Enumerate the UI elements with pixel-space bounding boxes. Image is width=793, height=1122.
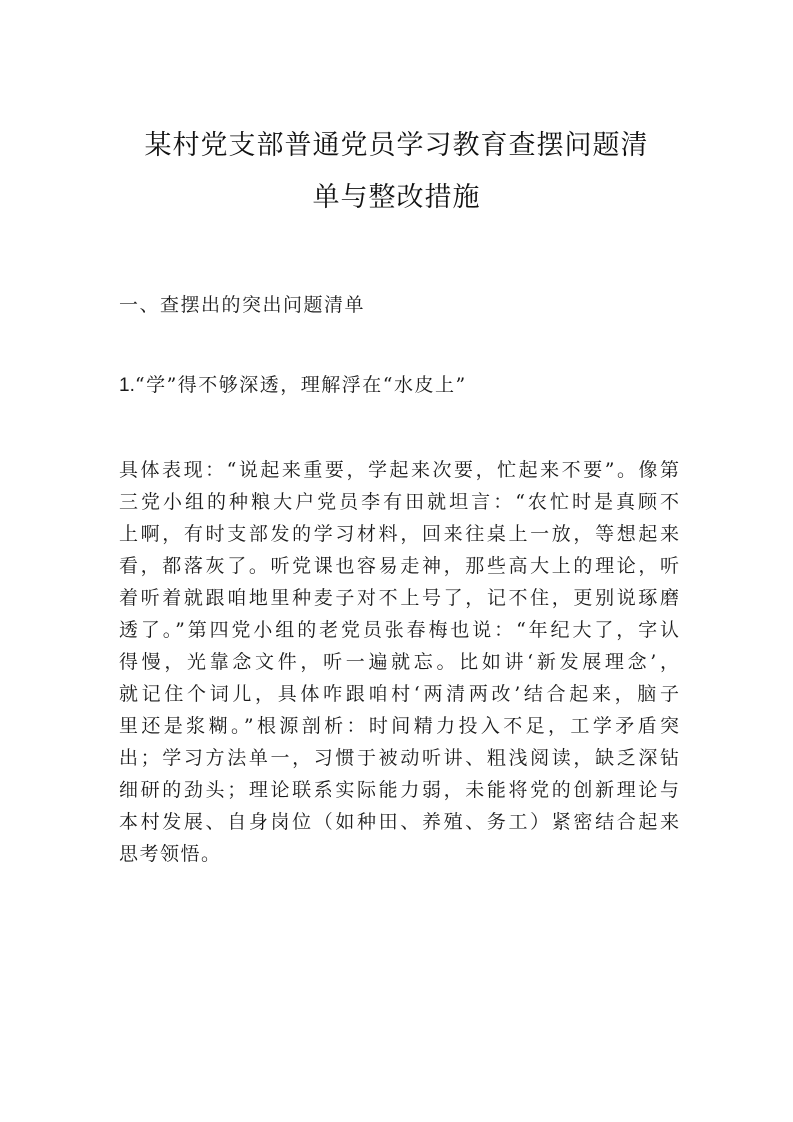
body-line: 着听着就跟咱地里种麦子对不上号了，记不住，更别说琢磨 bbox=[119, 587, 679, 609]
body-line: 就记住个词儿，具体咋跟咱村‘两清两改’结合起来，脑子 bbox=[119, 683, 679, 705]
title-line-2: 单与整改措施 bbox=[312, 182, 481, 213]
body-paragraph bbox=[119, 454, 679, 870]
section-heading: 一、查摆出的突出问题清单 bbox=[119, 294, 366, 316]
body-line: 里还是浆糊。”根源剖析：时间精力投入不足，工学矛盾突 bbox=[119, 715, 679, 737]
body-line: 得慢，光靠念文件，听一遍就忘。比如讲‘新发展理念’， bbox=[119, 651, 679, 673]
item-heading bbox=[119, 370, 467, 401]
item-number: 1. bbox=[119, 375, 135, 396]
body-line: 出；学习方法单一，习惯于被动听讲、粗浅阅读，缺乏深钻 bbox=[119, 747, 679, 769]
document-title bbox=[118, 120, 675, 224]
body-line: 看，都落灰了。听党课也容易走神，那些高大上的理论，听 bbox=[119, 555, 679, 577]
body-line: 透了。”第四党小组的老党员张春梅也说：“年纪大了，字认 bbox=[119, 619, 679, 641]
body-line: 上啊，有时支部发的学习材料，回来往桌上一放，等想起来 bbox=[119, 523, 679, 545]
body-line: 思考领悟。 bbox=[119, 843, 222, 865]
title-line-1: 某村党支部普通党员学习教育查摆问题清 bbox=[144, 130, 649, 161]
body-line: 具体表现：“说起来重要，学起来次要，忙起来不要”。像第 bbox=[119, 459, 679, 481]
body-line: 细研的劲头；理论联系实际能力弱，未能将党的创新理论与 bbox=[119, 779, 679, 801]
item-heading-text: “学”得不够深透，理解浮在“水皮上” bbox=[134, 374, 467, 396]
body-line: 本村发展、自身岗位（如种田、养殖、务工）紧密结合起来 bbox=[119, 811, 679, 833]
body-line: 三党小组的种粮大户党员李有田就坦言：“农忙时是真顾不 bbox=[119, 491, 679, 513]
